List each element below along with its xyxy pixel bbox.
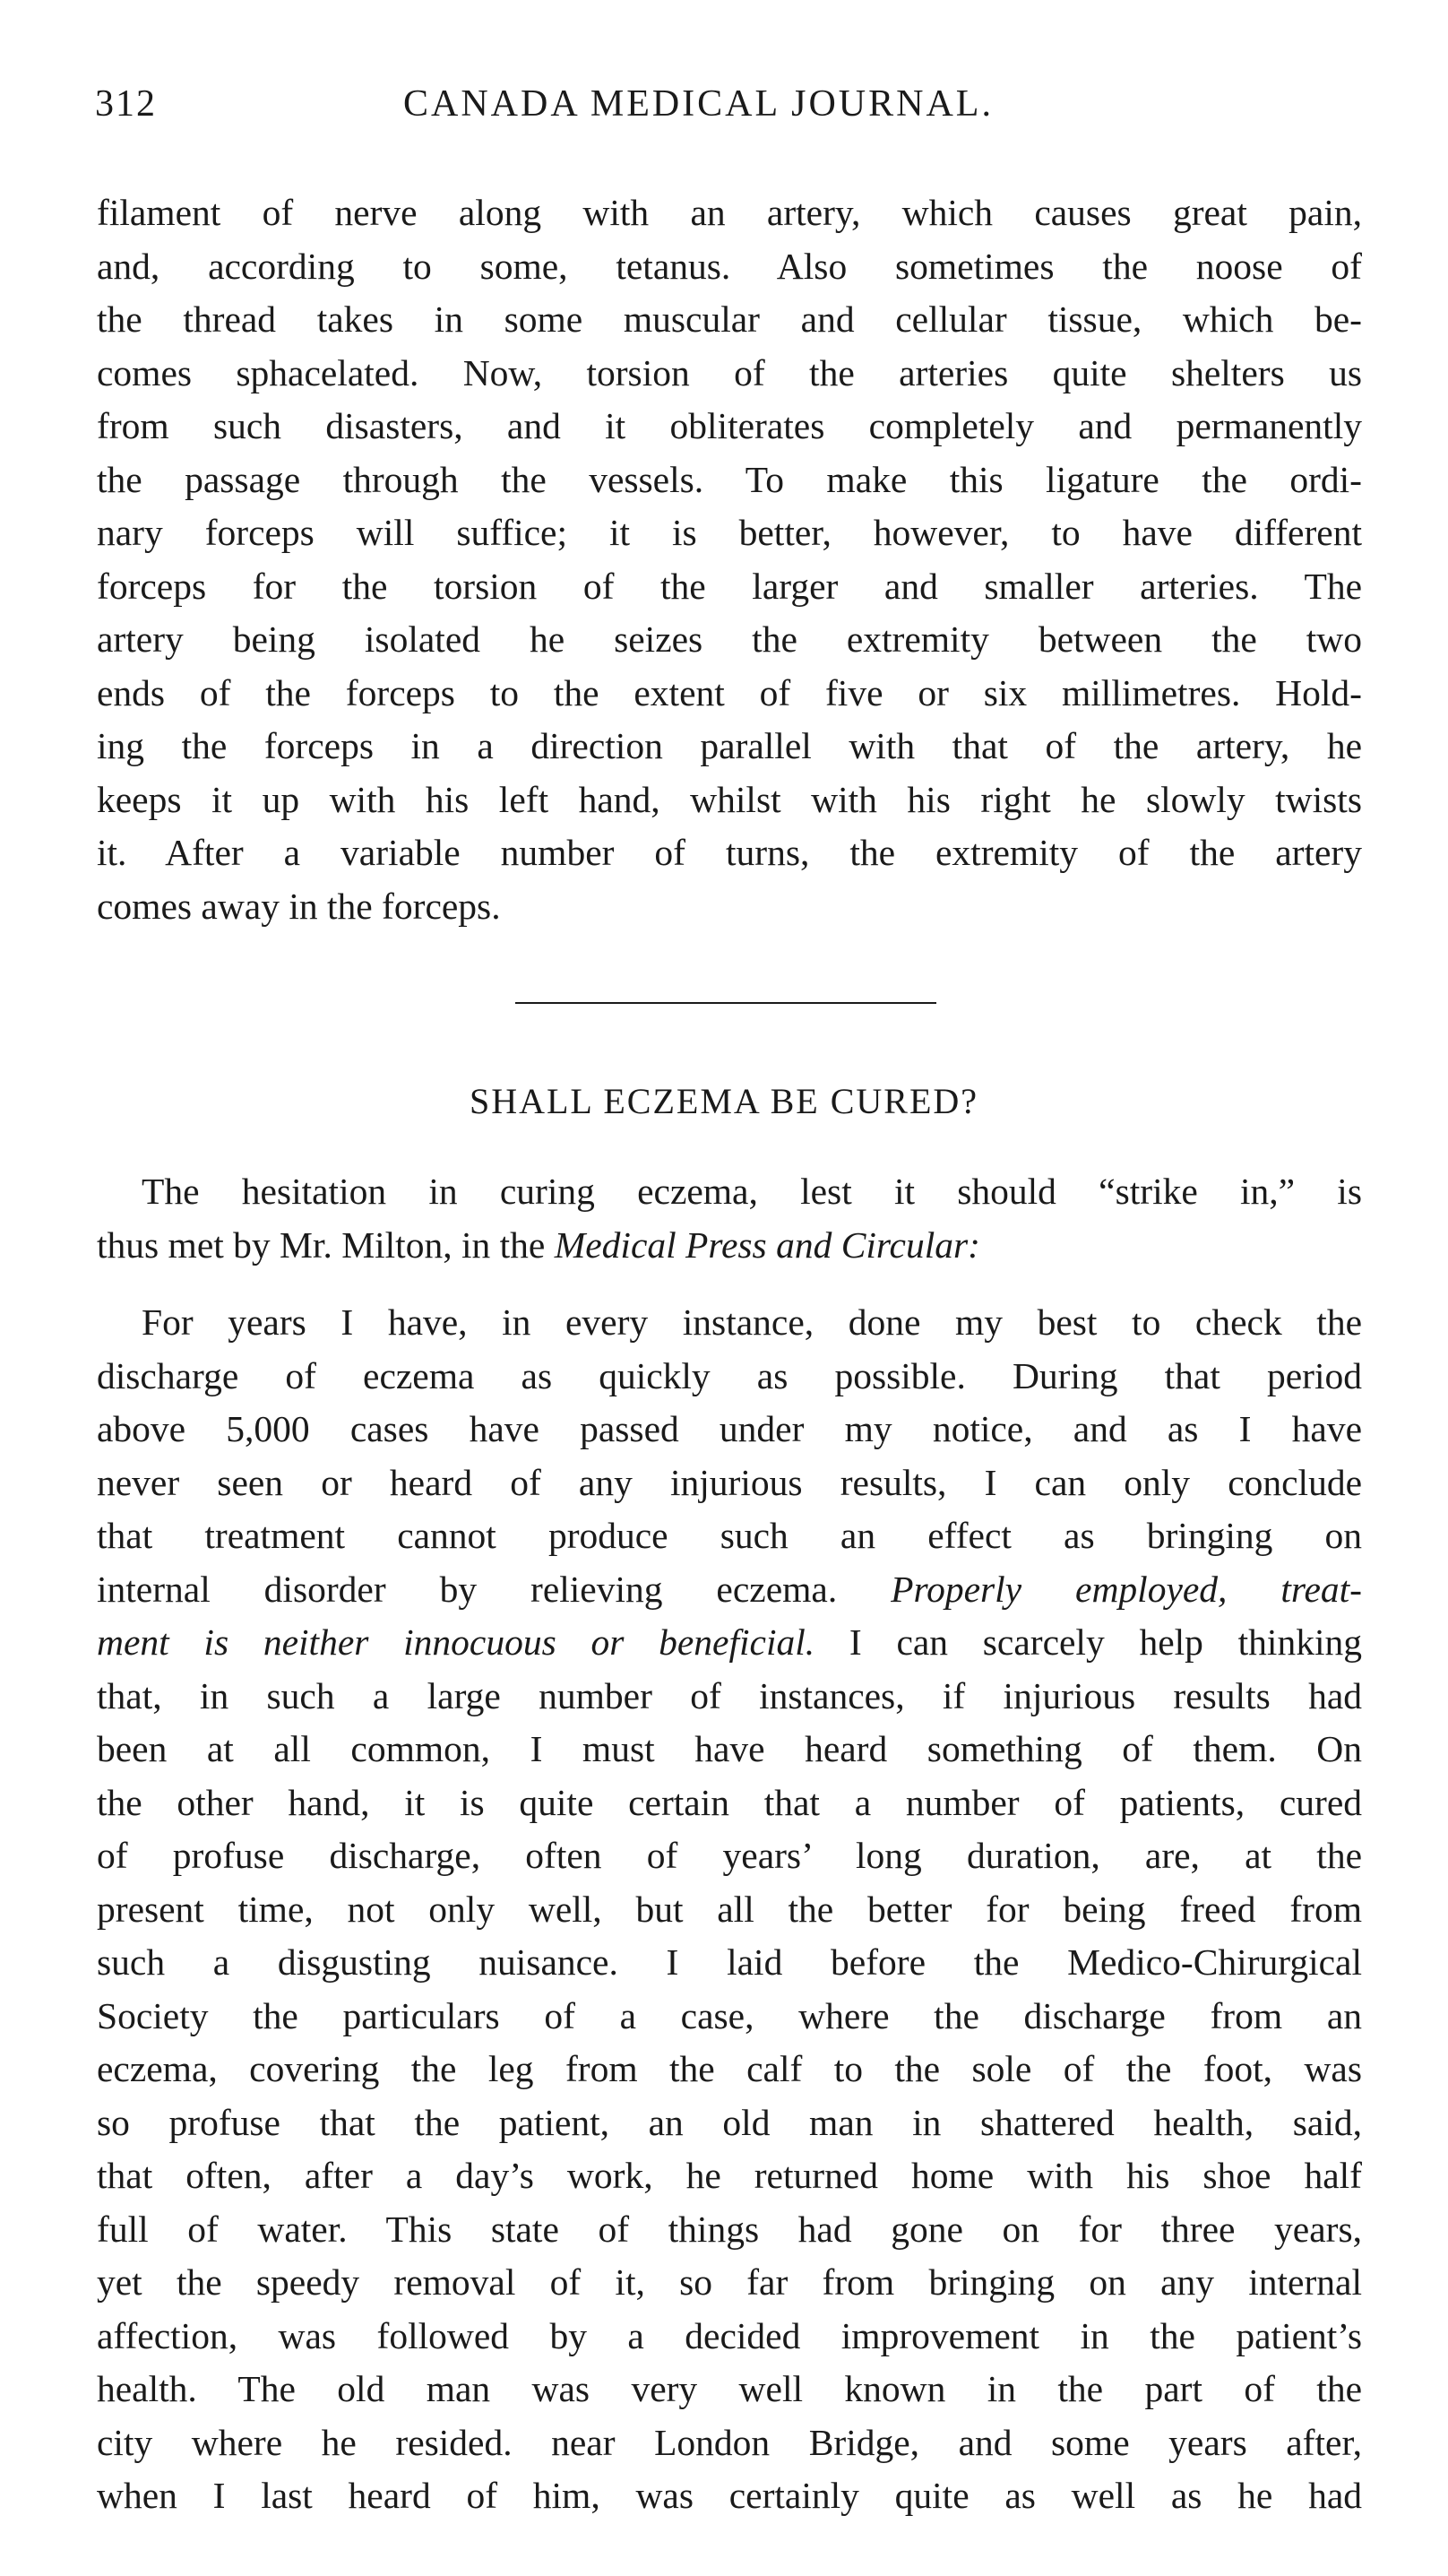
text-line: forceps for the torsion of the larger and smaller arteries. The: [97, 565, 1362, 607]
text-line: [97, 1616, 1362, 1670]
paragraph-quotation: [97, 1296, 1362, 2523]
text-line: comes sphacelated. Now, torsion of the arteries quite shelters us: [97, 351, 1362, 393]
text-line: Society the particulars of a case, where the discharge from an: [97, 1994, 1362, 2036]
text-line: of profuse discharge, often of years’ long duration, are, at the: [97, 1835, 1362, 1876]
text-line: keeps it up with his left hand, whilst with his right he slowly twists: [97, 778, 1362, 820]
italic-phrase: ment is neither innocuous or beneficial.: [97, 1621, 815, 1663]
text-line: it. After a variable number of turns, the extremity of the artery: [97, 832, 1362, 873]
text-line: [97, 1219, 1362, 1273]
paragraph-torsion: [97, 186, 1362, 933]
page-header: [90, 82, 1380, 136]
text-line: health. The old man was very well known in the part of the: [97, 2368, 1362, 2409]
running-head: CANADA MEDICAL JOURNAL.: [403, 83, 994, 125]
paragraph-intro: [97, 1165, 1362, 1272]
text-line: present time, not only well, but all the better for being freed from: [97, 1888, 1362, 1930]
section-divider: [515, 1002, 936, 1004]
section-title: SHALL ECZEMA BE CURED?: [469, 1081, 979, 1121]
text-line: ing the forceps in a direction parallel with that of the artery, he: [97, 725, 1362, 766]
text-line: comes away in the forceps.: [97, 885, 501, 927]
journal-title: Medical Press and Circular: [554, 1223, 969, 1266]
quotation-lines-a: [97, 1296, 1362, 1563]
text-line: the passage through the vessels. To make this ligature the ordi-: [97, 458, 1362, 500]
text-line: city where he resided. near London Bridge, and some years after,: [97, 2421, 1362, 2463]
text-run: internal disorder by relieving eczema.: [97, 1568, 892, 1610]
text-line: ends of the forceps to the extent of five or six millimetres. Hold-: [97, 671, 1362, 713]
text-line: artery being isolated he seizes the extremity between the two: [97, 618, 1362, 660]
text-line: that often, after a day’s work, he returned home with his shoe half: [97, 2155, 1362, 2196]
text-line: such a disgusting nuisance. I laid before the Medico-Chirurgical: [97, 1941, 1362, 1983]
page-number: 312: [95, 83, 157, 125]
text-line: that treatment cannot produce such an effect as bringing on: [97, 1515, 1362, 1556]
text-line: yet the speedy removal of it, so far from bringing on any internal: [97, 2261, 1362, 2303]
text-line: discharge of eczema as quickly as possible. During that period: [97, 1354, 1362, 1396]
text-line: that, in such a large number of instances, if injurious results had: [97, 1674, 1362, 1716]
text-line: the other hand, it is quite certain that a number of patients, cured: [97, 1781, 1362, 1823]
text-line: The hesitation in curing eczema, lest it should “strike in,” is: [142, 1171, 1362, 1212]
text-line: eczema, covering the leg from the calf to the sole of the foot, was: [97, 2048, 1362, 2089]
text-line: never seen or heard of any injurious results, I can only conclude: [97, 1461, 1362, 1503]
italic-phrase: Properly employed, treat-: [891, 1568, 1362, 1610]
text-line: [97, 1563, 1362, 1617]
text-line: affection, was followed by a decided improvement in the patient’s: [97, 2314, 1362, 2356]
text-line: when I last heard of him, was certainly quite as well as he had: [97, 2475, 1362, 2516]
text-line: and, according to some, tetanus. Also sometimes the noose of: [97, 245, 1362, 287]
text-line: full of water. This state of things had gone on for three years,: [97, 2208, 1362, 2250]
text-line: above 5,000 cases have passed under my notice, and as I have: [97, 1408, 1362, 1449]
text-line: from such disasters, and it obliterates completely and permanently: [97, 405, 1362, 446]
text-run: :: [968, 1223, 980, 1266]
text-line: the thread takes in some muscular and cellular tissue, which be-: [97, 298, 1362, 340]
text-line: filament of nerve along with an artery, which causes great pain,: [97, 192, 1362, 233]
text-line: nary forceps will suffice; it is better, however, to have different: [97, 512, 1362, 553]
text-line: been at all common, I must have heard something of them. On: [97, 1728, 1362, 1769]
text-line: so profuse that the patient, an old man in shattered health, said,: [97, 2101, 1362, 2143]
quotation-lines-b: [97, 1670, 1362, 2523]
text-run: I can scarcely help thinking: [814, 1621, 1362, 1663]
text-run: thus met by Mr. Milton, in the: [97, 1223, 555, 1266]
text-line: For years I have, in every instance, done my best to check the: [142, 1301, 1362, 1343]
